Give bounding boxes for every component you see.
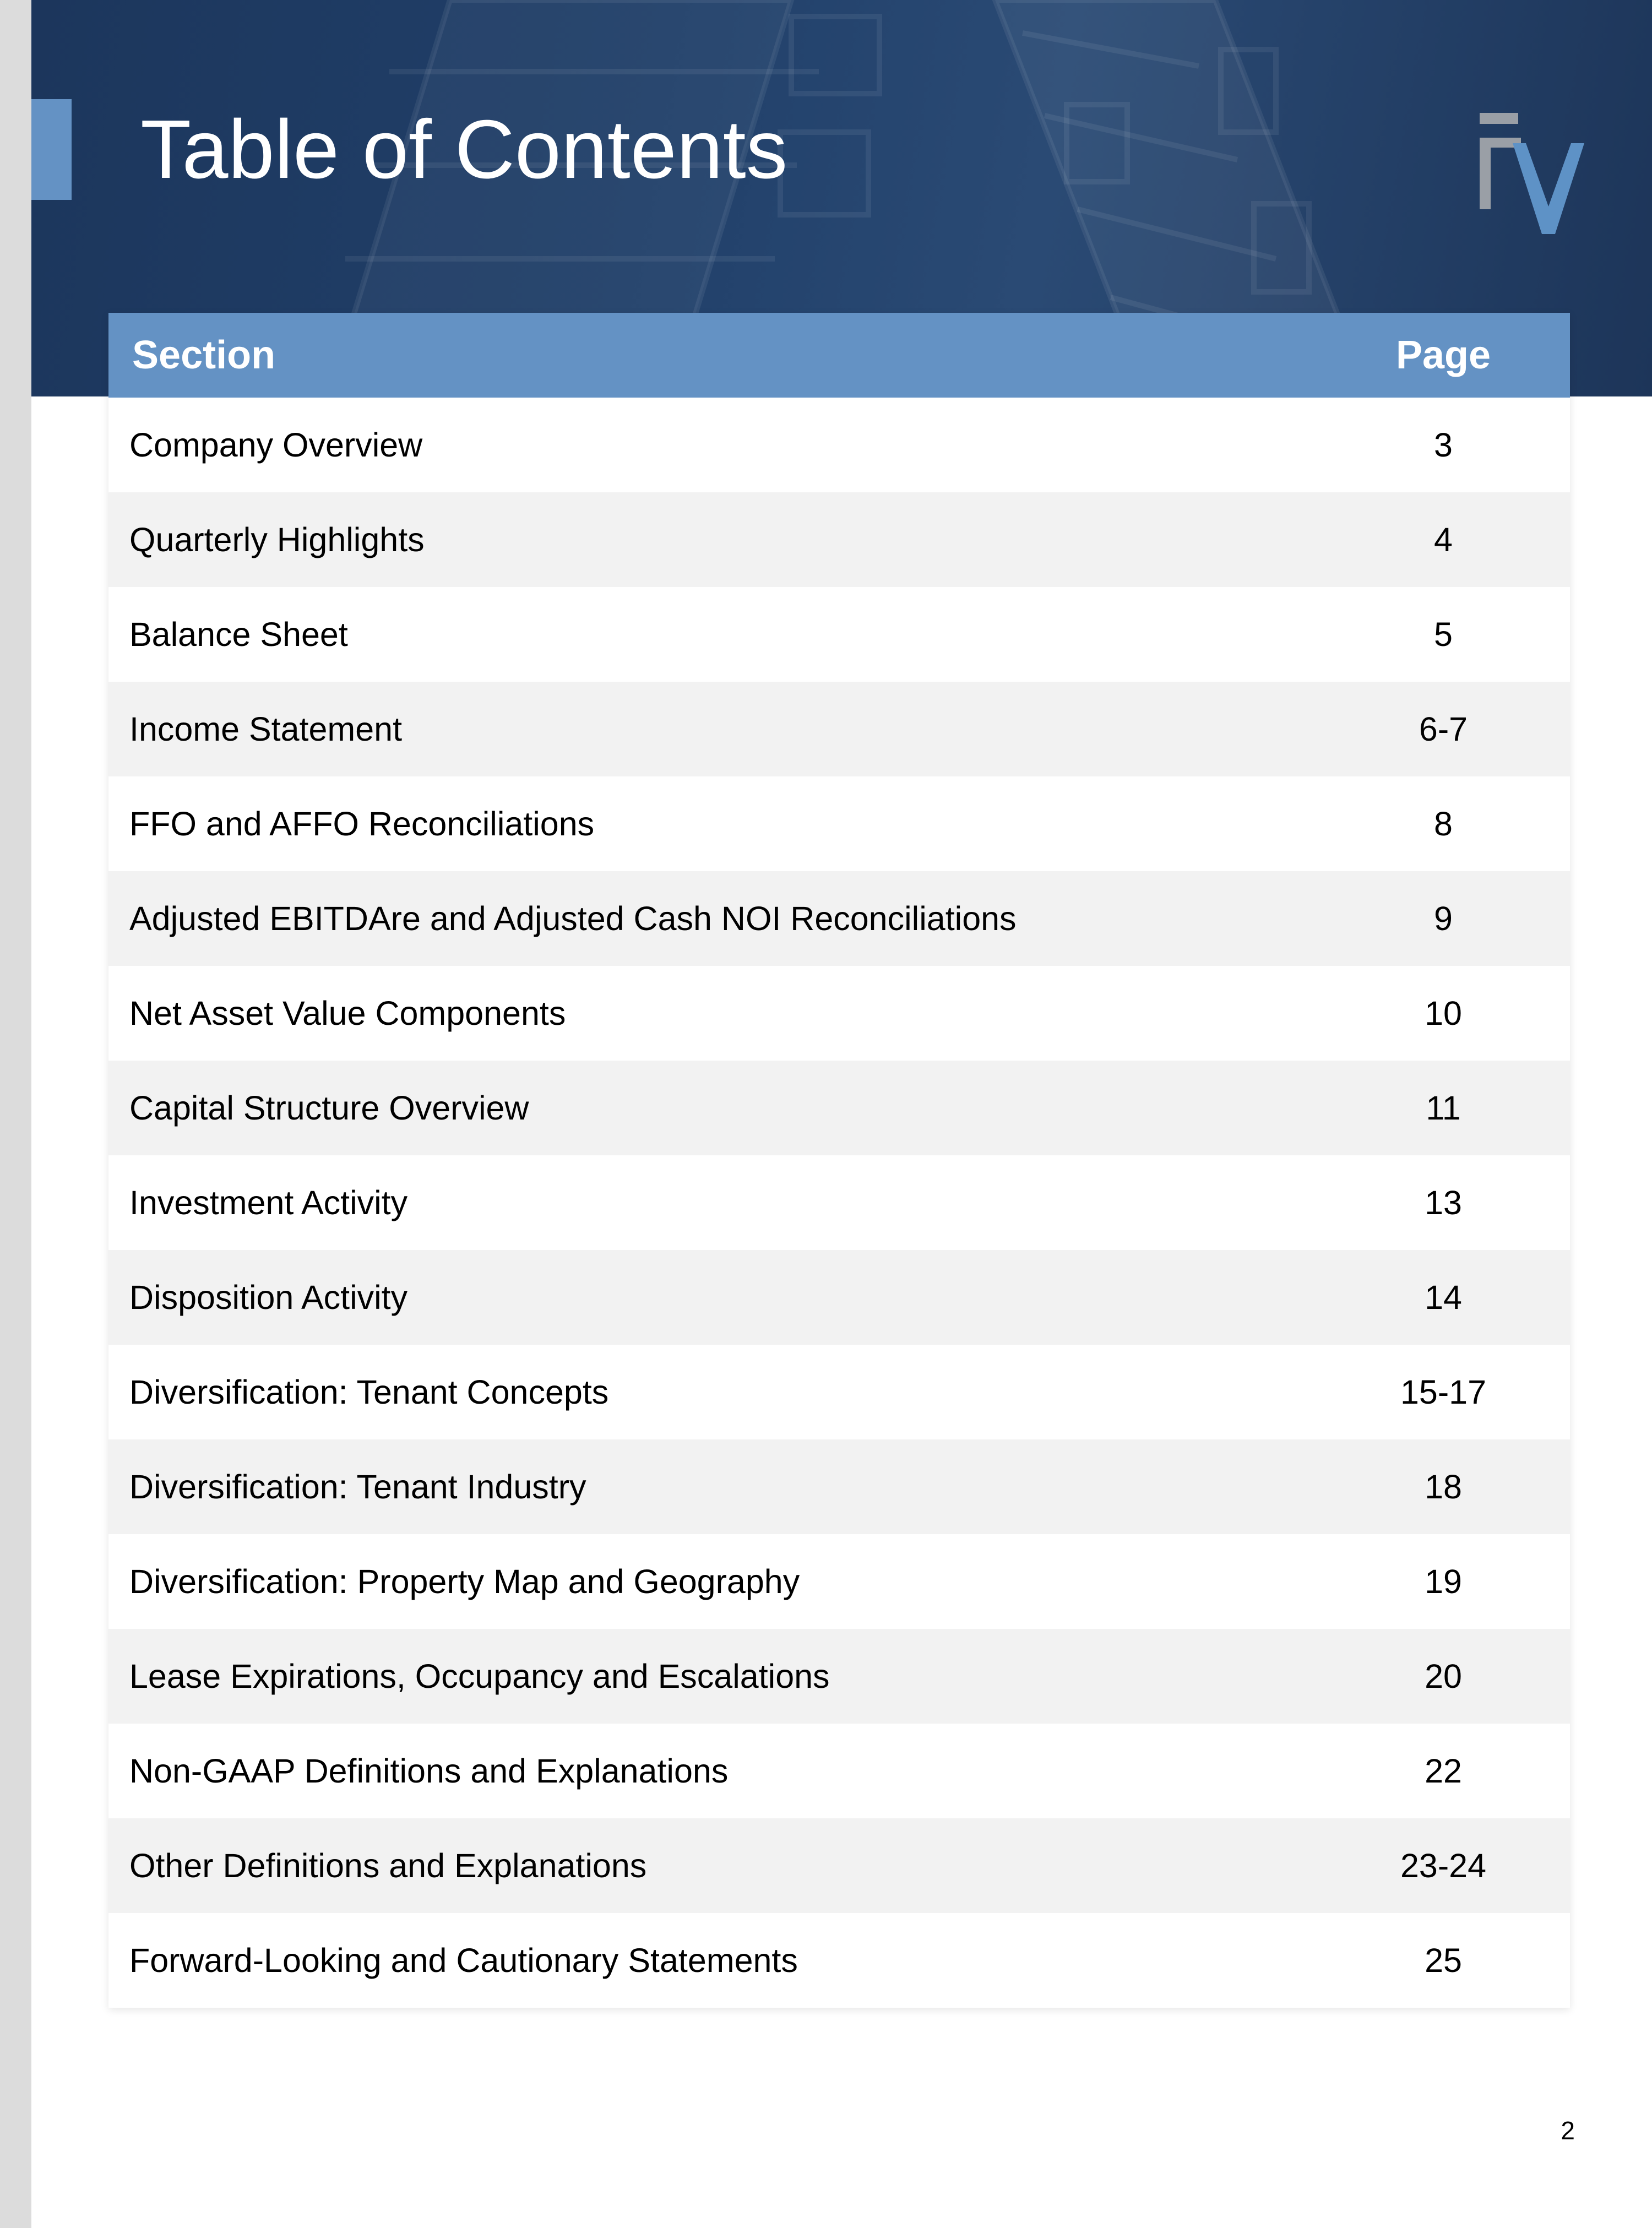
toc-page-number: 22 [1425, 1752, 1462, 1790]
toc-page-number: 14 [1425, 1279, 1462, 1316]
toc-row[interactable] [108, 492, 1570, 587]
toc-section-title: FFO and AFFO Reconciliations [129, 805, 595, 843]
toc-row[interactable] [108, 1629, 1570, 1724]
toc-page-number: 13 [1425, 1184, 1462, 1221]
page-number: 2 [1561, 2116, 1575, 2145]
toc-row[interactable] [108, 1439, 1570, 1534]
toc-row[interactable] [108, 1913, 1570, 2008]
toc-page-number: 20 [1425, 1658, 1462, 1695]
toc-page-number: 6-7 [1419, 710, 1468, 748]
title-accent-tab [31, 99, 72, 200]
page-left-margin-strip [0, 0, 31, 2228]
toc-row[interactable] [108, 1818, 1570, 1913]
toc-section-title: Income Statement [129, 710, 403, 748]
toc-section-title: Balance Sheet [129, 616, 348, 653]
toc-page-number: 8 [1434, 805, 1453, 843]
toc-section-title: Diversification: Tenant Concepts [129, 1373, 609, 1411]
toc-row[interactable] [108, 871, 1570, 966]
toc-section-title: Disposition Activity [129, 1279, 408, 1316]
toc-section-title: Adjusted EBITDAre and Adjusted Cash NOI Reconciliations [129, 900, 1017, 937]
table-of-contents [108, 313, 1570, 2008]
toc-page-number: 10 [1425, 995, 1462, 1032]
toc-section-title: Forward-Looking and Cautionary Statements [129, 1942, 798, 1979]
toc-page-number: 11 [1426, 1089, 1461, 1127]
toc-body [108, 398, 1570, 2008]
toc-section-title: Investment Activity [129, 1184, 408, 1221]
toc-row[interactable] [108, 1724, 1570, 1818]
toc-row[interactable] [108, 1155, 1570, 1250]
toc-page-number: 5 [1434, 616, 1453, 653]
toc-page-number: 9 [1434, 900, 1453, 937]
toc-section-title: Lease Expirations, Occupancy and Escalations [129, 1658, 830, 1695]
toc-section-title: Company Overview [129, 426, 423, 464]
toc-row[interactable] [108, 776, 1570, 871]
toc-header-row [108, 313, 1570, 398]
toc-row[interactable] [108, 1345, 1570, 1439]
toc-page-number: 19 [1425, 1563, 1462, 1600]
toc-row[interactable] [108, 1250, 1570, 1345]
toc-section-title: Quarterly Highlights [129, 521, 425, 558]
toc-section-title: Non-GAAP Definitions and Explanations [129, 1752, 729, 1790]
toc-section-title: Capital Structure Overview [129, 1089, 529, 1127]
toc-page-number: 25 [1425, 1942, 1462, 1979]
toc-section-title: Other Definitions and Explanations [129, 1847, 647, 1884]
fv-logo-icon [1480, 113, 1602, 237]
toc-row[interactable] [108, 587, 1570, 682]
toc-row[interactable] [108, 682, 1570, 776]
toc-row[interactable] [108, 1534, 1570, 1629]
toc-row[interactable] [108, 966, 1570, 1061]
page-title: Table of Contents [140, 102, 788, 195]
toc-section-title: Diversification: Property Map and Geography [129, 1563, 800, 1600]
toc-section-title: Net Asset Value Components [129, 995, 566, 1032]
page-column-header: Page [1395, 333, 1491, 377]
toc-section-title: Diversification: Tenant Industry [129, 1468, 586, 1506]
toc-page-number: 23-24 [1400, 1847, 1486, 1884]
toc-page-number: 15-17 [1400, 1373, 1486, 1411]
toc-row[interactable] [108, 1061, 1570, 1155]
toc-page-number: 18 [1425, 1468, 1462, 1506]
section-column-header: Section [132, 333, 276, 377]
toc-page-number: 3 [1434, 426, 1453, 464]
toc-row[interactable] [108, 398, 1570, 492]
toc-page-number: 4 [1434, 521, 1453, 558]
